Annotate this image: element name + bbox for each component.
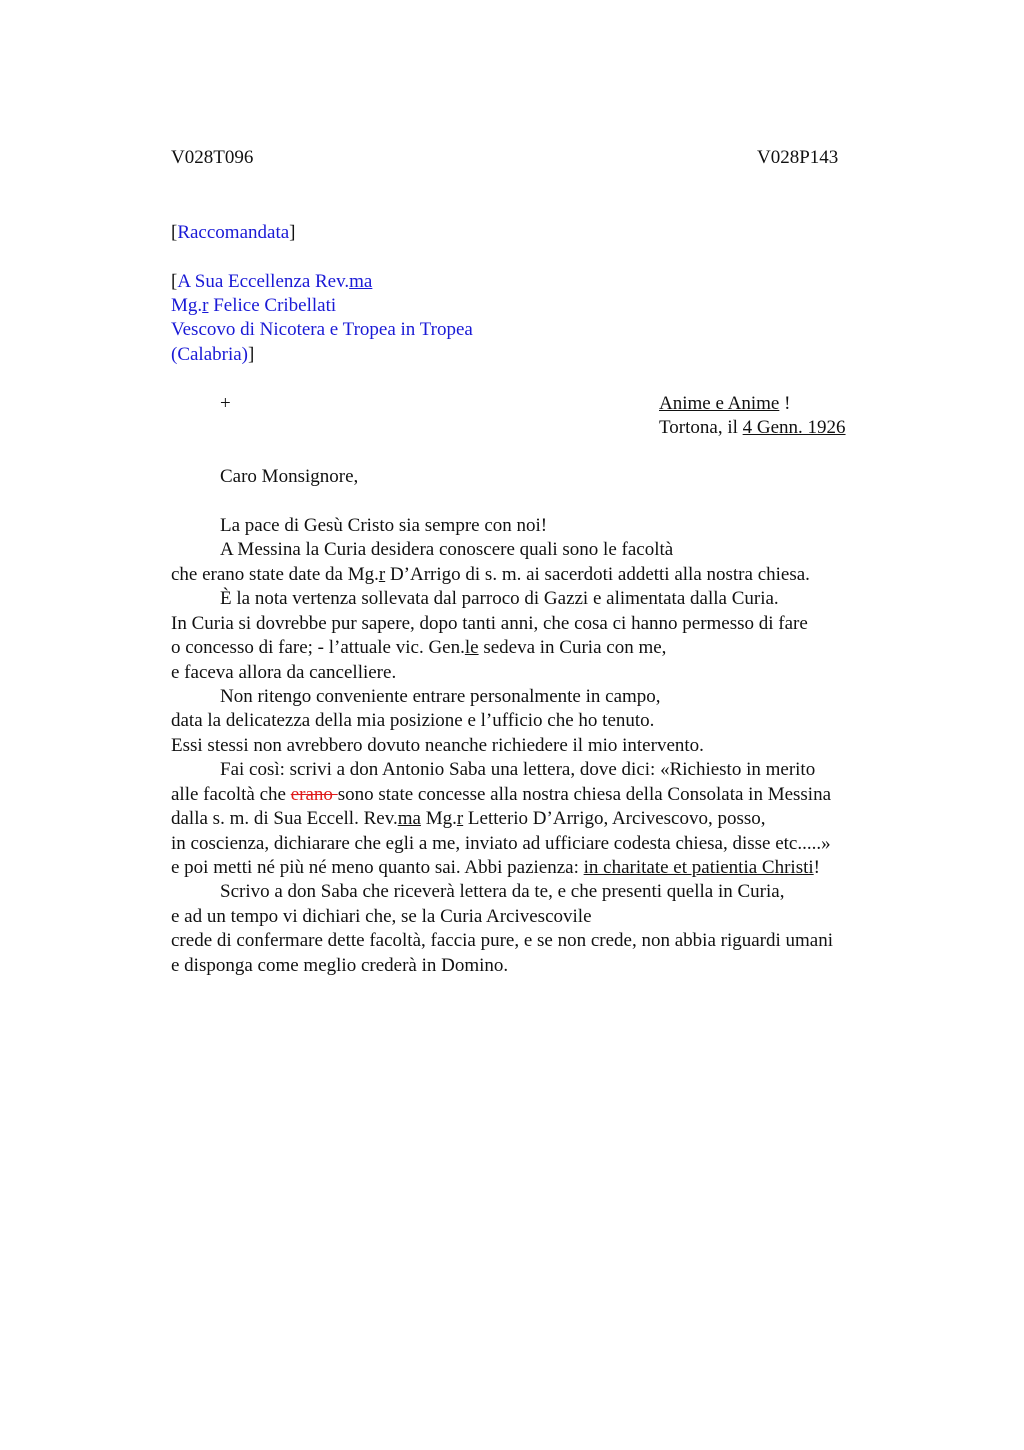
latin-phrase: in charitate et patientia Christi: [583, 857, 814, 878]
body-line: dalla s. m. di Sua Eccell. Rev.ma Mg.r Letterio D’Arrigo, Arcivescovo, posso,: [171, 808, 766, 829]
letter-date: 4 Genn. 1926: [742, 417, 846, 438]
body-line: In Curia si dovrebbe pur sapere, dopo tanti anni, che cosa ci hanno permesso di fare: [171, 613, 808, 634]
body-line: Scrivo a don Saba che riceverà lettera da te, e che presenti quella in Curia,: [220, 881, 785, 902]
body-line: data la delicatezza della mia posizione e l’ufficio che ho tenuto.: [171, 710, 655, 731]
address-text: Felice Cribellati: [208, 295, 337, 316]
motto-text: Anime e Anime: [659, 393, 780, 414]
body-line: A Messina la Curia desidera conoscere quali sono le facoltà: [220, 539, 674, 560]
bracket-open: [: [171, 222, 178, 243]
body-line: o concesso di fare; - l’attuale vic. Gen.le sedeva in Curia con me,: [171, 637, 667, 658]
motto: [659, 392, 790, 416]
abbrev: r: [378, 564, 386, 585]
bracket-close: ]: [248, 344, 255, 365]
address-text: A Sua Eccellenza Rev.: [177, 271, 350, 292]
salutation: Caro Monsignore,: [220, 466, 359, 487]
body-line: La pace di Gesù Cristo sia sempre con noi!: [220, 515, 548, 536]
body-line: Essi stessi non avrebbero dovuto neanche richiedere il mio intervento.: [171, 735, 704, 756]
struck-word: erano: [290, 784, 338, 805]
body-line: in coscienza, dichiarare che egli a me, inviato ad ufficiare codesta chiesa, disse etc.....»: [171, 833, 831, 854]
document-code-right: V028P143: [757, 147, 839, 168]
body-line: e poi metti né più né meno quanto sai. Abbi pazienza: in charitate et patientia Christi!: [171, 857, 820, 878]
body-line: alle facoltà che erano sono state concesse alla nostra chiesa della Consolata in Messina: [171, 784, 832, 805]
cross-mark: +: [220, 393, 231, 414]
bracket-open: [: [171, 271, 178, 292]
registered-label: Raccomandata: [177, 222, 290, 243]
abbrev: r: [456, 808, 464, 829]
body-line: Non ritengo conveniente entrare personalmente in campo,: [220, 686, 661, 707]
address-abbrev: r: [202, 295, 209, 316]
body-line: e disponga come meglio crederà in Domino.: [171, 955, 509, 976]
address-line-4: [171, 343, 254, 367]
bracket-close: ]: [289, 222, 296, 243]
body-line: È la nota vertenza sollevata dal parroco di Gazzi e alimentata dalla Curia.: [220, 588, 779, 609]
motto-tail: !: [779, 393, 791, 414]
address-text: Mg.: [171, 295, 203, 316]
body-line: e faceva allora da cancelliere.: [171, 662, 397, 683]
address-text: (Calabria): [171, 344, 249, 365]
address-line-1: [171, 270, 372, 294]
place-text: Tortona, il: [659, 417, 743, 438]
body-line: e ad un tempo vi dichiari che, se la Curia Arcivescovile: [171, 906, 592, 927]
body-line: Fai così: scrivi a don Antonio Saba una lettera, dove dici: «Richiesto in merito: [220, 759, 816, 780]
body-line: che erano state date da Mg.r D’Arrigo di s. m. ai sacerdoti addetti alla nostra chiesa.: [171, 564, 810, 585]
document-code-left: V028T096: [171, 147, 254, 168]
body-line: crede di confermare dette facoltà, faccia pure, e se non crede, non abbia riguardi umani: [171, 930, 834, 951]
address-abbrev: ma: [349, 271, 373, 292]
address-line-2: [171, 294, 336, 318]
place-date: [659, 416, 846, 440]
registered-mark: [171, 221, 296, 245]
abbrev: le: [464, 637, 479, 658]
abbrev: ma: [397, 808, 421, 829]
address-line-3: Vescovo di Nicotera e Tropea in Tropea: [171, 319, 473, 340]
